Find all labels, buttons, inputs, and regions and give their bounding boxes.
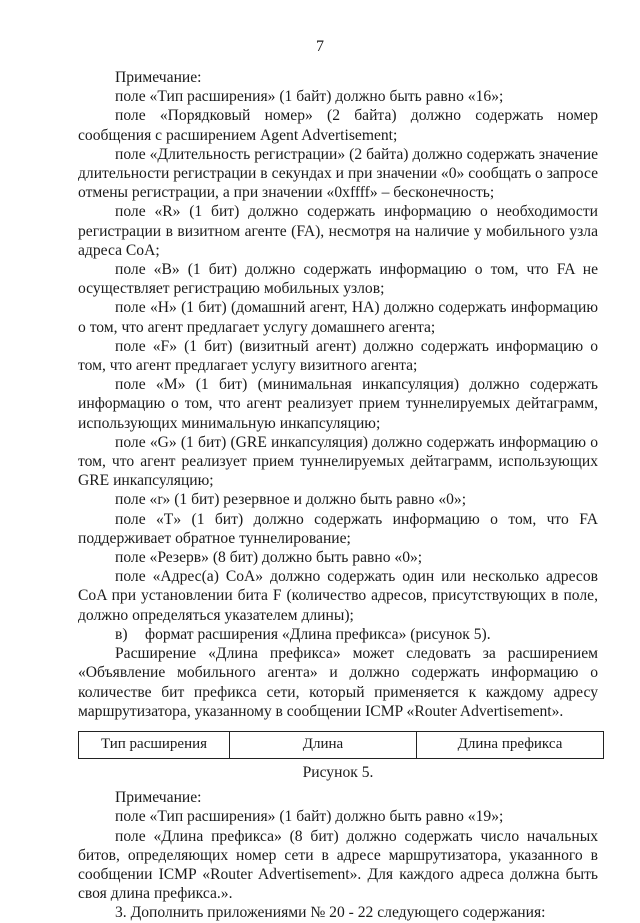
table-cell: Тип расширения <box>79 731 230 758</box>
paragraph: поле «M» (1 бит) (минимальная инкапсуляция) должно содержать информацию о том, что агент реализует прием туннелируемых дейтаграмм, использующих минимальную инкапсуляцию; <box>78 376 598 432</box>
paragraph: поле «F» (1 бит) (визитный агент) должно содержать информацию о том, что агент предлагает услугу визитного агента; <box>78 337 598 375</box>
paragraph: поле «Адрес(а) CoA» должно содержать один или несколько адресов CoA при установлении бита F (количество адресов, присутствующих в поле, должно определяться указателем длины); <box>78 568 598 624</box>
paragraph: поле «Длительность регистрации» (2 байта) должно содержать значение длительности регистрации в секундах и при значении «0» сообщать о запросе отмены регистрации, а при значении «0xffff» – бесконечность; <box>78 145 598 202</box>
paragraph: поле «G» (1 бит) (GRE инкапсуляция) должно содержать информацию о том, что агент реализует прием туннелируемых дейтаграмм, использующих GRE инкапсуляцию; <box>78 433 598 490</box>
paragraph: поле «H» (1 бит) (домашний агент, HA) должно содержать информацию о том, что агент предлагает услугу домашнего агента; <box>78 299 598 336</box>
page-number: 7 <box>316 38 324 55</box>
paragraph: поле «r» (1 бит) резервное и должно быть равно «0»; <box>115 491 467 509</box>
paragraph: поле «Тип расширения» (1 байт) должно быть равно «19»; <box>115 808 504 826</box>
note-heading: Примечание: <box>115 789 202 807</box>
item-3: 3. Дополнить приложениями № 20 - 22 следующего содержания: <box>115 904 546 922</box>
paragraph: поле «T» (1 бит) должно содержать информацию о том, что FA поддерживает обратное туннелирование; <box>78 510 598 547</box>
paragraph: поле «B» (1 бит) должно содержать информацию о том, что FA не осуществляет регистрацию мобильных узлов; <box>78 261 598 298</box>
paragraph: Расширение «Длина префикса» может следовать за расширением «Объявление мобильного агента» и должно содержать информацию о количестве бит префикса сети, который применяется к каждому адресу маршрутизатора, указанному в сообщении ICMP «Router Advertisement». <box>78 645 598 720</box>
list-marker: в) <box>115 625 128 643</box>
figure-caption: Рисунок 5. <box>302 763 374 781</box>
list-item-text: формат расширения «Длина префикса» (рисунок 5). <box>145 625 491 643</box>
table-row <box>79 731 604 758</box>
table-cell: Длина <box>230 731 417 758</box>
list-item-v <box>78 625 598 644</box>
figure-5-table <box>78 731 604 759</box>
paragraph: поле «Тип расширения» (1 байт) должно быть равно «16»; <box>115 88 504 106</box>
paragraph: поле «R» (1 бит) должно содержать информацию о необходимости регистрации в визитном агенте (FA), несмотря на наличие у мобильного узла адреса CoA; <box>78 203 598 259</box>
note-heading: Примечание: <box>115 69 202 86</box>
paragraph: поле «Длина префикса» (8 бит) должно содержать число начальных битов, определяющих номер сети в адресе маршрутизатора, указанного в сообщении ICMP «Router Advertisement». Для каждого адреса должна быть своя длина префикса.». <box>78 827 598 903</box>
paragraph: поле «Порядковый номер» (2 байта) должно содержать номер сообщения с расширением Agent Advertisement; <box>78 107 598 144</box>
document-body <box>78 68 598 923</box>
table-cell: Длина префикса <box>417 731 604 758</box>
paragraph: поле «Резерв» (8 бит) должно быть равно «0»; <box>115 549 423 567</box>
